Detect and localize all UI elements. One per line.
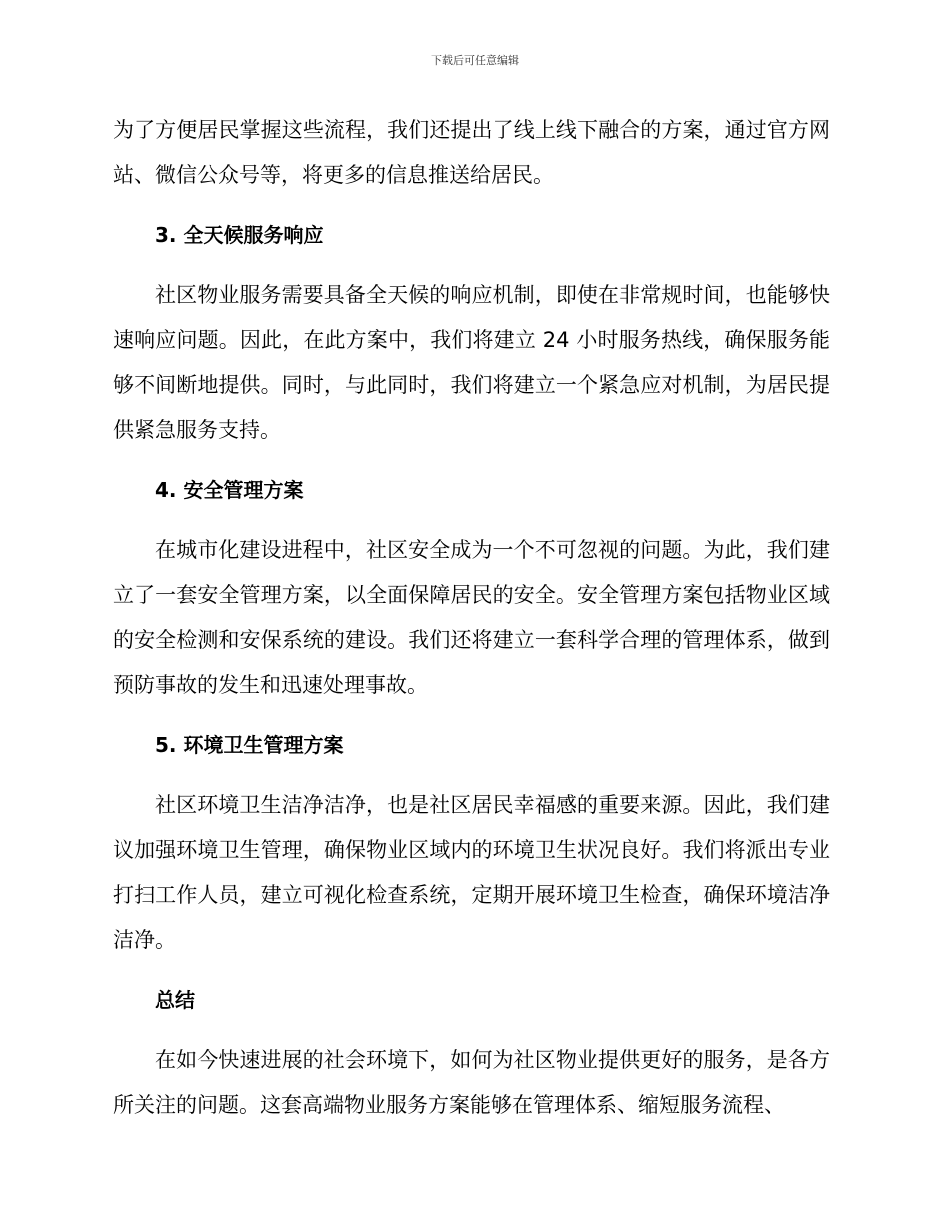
paragraph-environment-hygiene: 社区环境卫生洁净洁净，也是社区居民幸福感的重要来源。因此，我们建议加强环境卫生管理，确保物业区域内的环境卫生状况良好。我们将派出专业打扫工作人员，建立可视化检查系统，定期开展环境卫生检查，确保环境洁净洁净。 — [113, 793, 830, 952]
section-heading-5: 5. 环境卫生管理方案 — [155, 733, 344, 757]
section-heading-summary: 总结 — [155, 988, 195, 1012]
document-body — [113, 108, 830, 1143]
section-heading-3: 3. 全天候服务响应 — [155, 223, 324, 247]
paragraph-safety-management: 在城市化建设进程中，社区安全成为一个不可忽视的问题。为此，我们建立了一套安全管理方案，以全面保障居民的安全。安全管理方案包括物业区域的安全检测和安保系统的建设。我们还将建立一套科学合理的管理体系，做到预防事故的发生和迅速处理事故。 — [113, 538, 830, 697]
paragraph-24h-service: 社区物业服务需要具备全天候的响应机制，即使在非常规时间，也能够快速响应问题。因此，在此方案中，我们将建立 24 小时服务热线，确保服务能够不间断地提供。同时，与此同时，我们将建立一个紧急应对机制，为居民提供紧急服务支持。 — [113, 283, 830, 442]
section-heading-4: 4. 安全管理方案 — [155, 478, 304, 502]
paragraph-summary: 在如今快速进展的社会环境下，如何为社区物业提供更好的服务，是各方所关注的问题。这套高端物业服务方案能够在管理体系、缩短服务流程、 — [113, 1048, 830, 1117]
page-header-note: 下载后可任意编辑 — [431, 54, 519, 67]
paragraph-online-offline: 为了方便居民掌握这些流程，我们还提出了线上线下融合的方案，通过官方网站、微信公众号等，将更多的信息推送给居民。 — [113, 118, 830, 187]
